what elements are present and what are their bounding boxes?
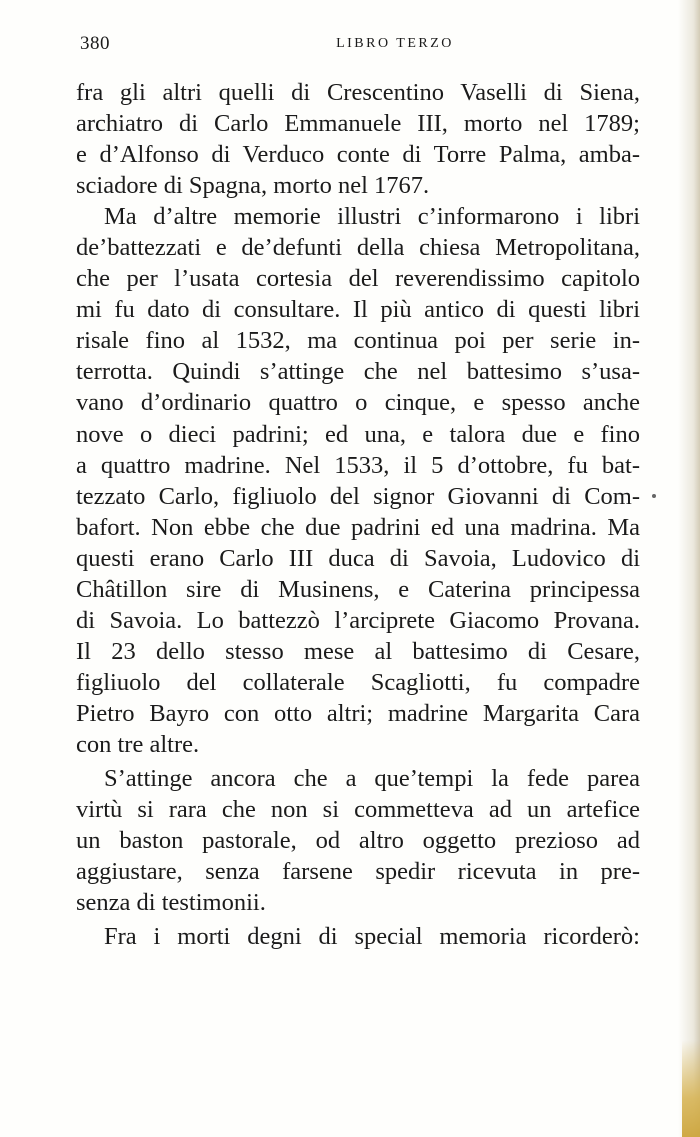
page-number: 380 — [80, 33, 110, 54]
paragraph — [76, 763, 640, 918]
paragraph — [76, 77, 640, 201]
page-edge-shadow — [678, 0, 700, 1137]
text-line: fra gli altri quelli di Crescentino Vaselli di Siena, — [76, 79, 640, 106]
text-line: mi fu dato di consultare. Il più antico di questi libri — [76, 296, 640, 324]
running-head: LIBRO TERZO — [336, 36, 454, 51]
page-edge-stain — [682, 1040, 700, 1137]
text-line: che per l’usata cortesia del reverendissimo capitolo — [76, 265, 640, 293]
text-line: sciadore di Spagna, morto nel 1767. — [76, 172, 430, 200]
text-line: Il 23 dello stesso mese al battesimo di Cesare, — [76, 637, 640, 665]
text-line: de’battezzati e de’defunti della chiesa Metropolitana, — [76, 234, 640, 262]
text-line: nove o dieci padrini; ed una, e talora due e fino — [76, 420, 640, 448]
text-line: con tre altre. — [76, 730, 200, 758]
text-line: S’attinge ancora che a que’tempi la fede parea — [104, 765, 640, 793]
text-line: a quattro madrine. Nel 1533, il 5 d’ottobre, fu bat- — [76, 451, 640, 479]
text-line: senza di testimonii. — [76, 889, 266, 917]
text-line: Ma d’altre memorie illustri c’informarono i libri — [104, 203, 640, 231]
paragraph — [76, 921, 640, 952]
text-line: questi erano Carlo III duca di Savoia, Ludovico di — [76, 544, 640, 572]
text-line: vano d’ordinario quattro o cinque, e spesso anche — [76, 389, 640, 417]
body-text — [76, 77, 640, 952]
text-line: Fra i morti degni di special memoria ricorderò: — [104, 923, 640, 951]
text-line: tezzato Carlo, figliuolo del signor Giovanni di Com- — [76, 482, 640, 510]
text-line: figliuolo del collaterale Scagliotti, fu compadre — [76, 668, 640, 696]
text-line: bafort. Non ebbe che due padrini ed una madrina. Ma — [76, 513, 640, 541]
text-line: terrotta. Quindi s’attinge che nel battesimo s’usa- — [76, 358, 640, 386]
text-line: virtù si rara che non si commetteva ad un artefice — [76, 796, 640, 824]
text-line: di Savoia. Lo battezzò l’arciprete Giacomo Provana. — [76, 606, 640, 634]
text-line: e d’Alfonso di Verduco conte di Torre Palma, amba- — [76, 141, 640, 169]
text-line: archiatro di Carlo Emmanuele III, morto nel 1789; — [76, 110, 640, 138]
text-line: Châtillon sire di Musinens, e Caterina principessa — [76, 575, 640, 603]
page-header — [80, 33, 640, 61]
text-line: risale fino al 1532, ma continua poi per serie in- — [76, 327, 640, 355]
paragraph — [76, 201, 640, 760]
text-line: Pietro Bayro con otto altri; madrine Margarita Cara — [76, 699, 640, 727]
text-line: un baston pastorale, od altro oggetto prezioso ad — [76, 827, 640, 855]
stray-ink-mark — [652, 494, 656, 498]
text-line: aggiustare, senza farsene spedir ricevuta in pre- — [76, 858, 640, 886]
